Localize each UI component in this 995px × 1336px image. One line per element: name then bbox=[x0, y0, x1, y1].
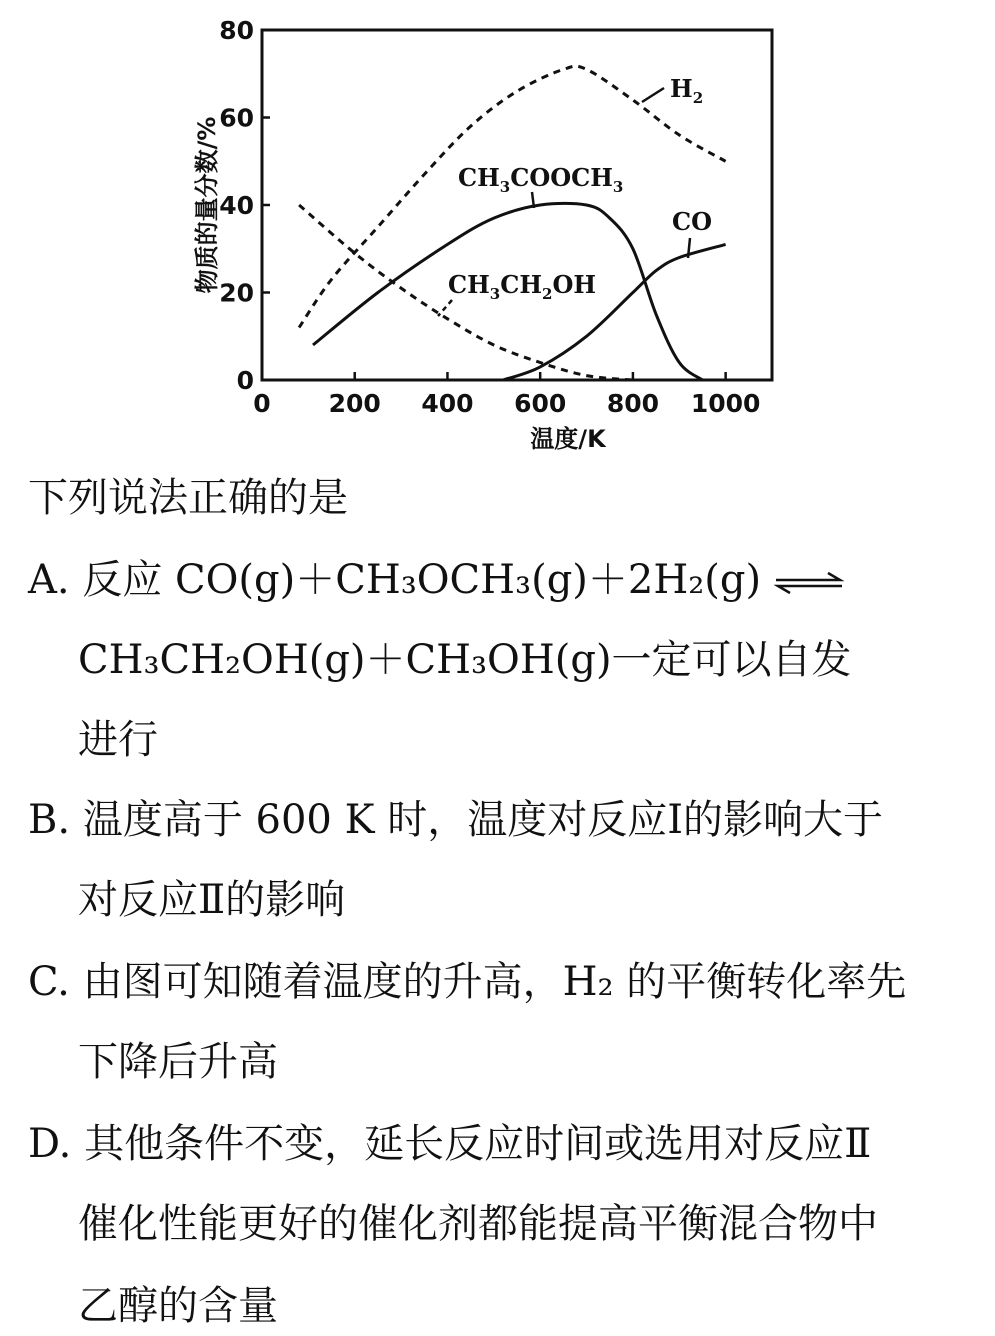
option-c-line2: 下降后升高 bbox=[78, 1039, 278, 1085]
x-tick-label: 800 bbox=[606, 389, 660, 418]
y-tick-label: 60 bbox=[219, 103, 254, 133]
x-axis-label: 温度/K bbox=[530, 425, 606, 453]
label-h2: $H_2$ bbox=[670, 74, 704, 107]
option-b-line2: 对反应Ⅱ的影响 bbox=[78, 877, 346, 923]
chart bbox=[0, 0, 995, 460]
y-axis-label: 物质的量分数/% bbox=[193, 116, 221, 294]
y-tick-label: 0 bbox=[236, 366, 254, 395]
leader-ch3ch2oh bbox=[438, 300, 452, 316]
x-tick-label: 400 bbox=[421, 389, 474, 418]
option-c-line1: C. 由图可知随着温度的升高，H₂ 的平衡转化率先 bbox=[28, 959, 907, 1005]
option-a-line3: 进行 bbox=[78, 717, 158, 763]
label-ch3ch2oh: $CH_3CH_2OH$ bbox=[448, 270, 597, 303]
x-tick-label: 600 bbox=[514, 389, 567, 418]
question-stem: 下列说法正确的是 bbox=[28, 475, 348, 521]
x-tick-label: 0 bbox=[253, 389, 271, 418]
x-tick-label: 1000 bbox=[690, 389, 761, 418]
plot-frame bbox=[262, 30, 772, 380]
y-tick-label: 80 bbox=[219, 16, 254, 45]
y-tick-label: 20 bbox=[219, 278, 254, 308]
option-a-line2: CH₃CH₂OH(g)＋CH₃OH(g)一定可以自发 bbox=[78, 637, 852, 683]
option-d-line2: 催化性能更好的催化剂都能提高平衡混合物中 bbox=[78, 1201, 878, 1247]
label-ch3cooch3: $CH_3COOCH_3$ bbox=[458, 163, 624, 196]
y-tick-label: 40 bbox=[219, 191, 254, 220]
series-line-co bbox=[503, 244, 725, 380]
x-tick-label: 200 bbox=[328, 389, 381, 418]
option-d-line1: D. 其他条件不变，延长反应时间或选用对反应Ⅱ bbox=[28, 1121, 872, 1167]
leader-h2 bbox=[642, 88, 664, 102]
option-d-line3: 乙醇的含量 bbox=[78, 1283, 278, 1329]
equilibrium-arrow-icon bbox=[774, 571, 844, 595]
option-a-line1: A. 反应 CO(g)＋CH₃OCH₃(g)＋2H₂(g) bbox=[28, 560, 995, 600]
series-group bbox=[299, 66, 725, 380]
label-co: CO bbox=[672, 207, 713, 236]
option-b-line1: B. 温度高于 600 K 时，温度对反应Ⅰ的影响大于 bbox=[28, 797, 883, 843]
